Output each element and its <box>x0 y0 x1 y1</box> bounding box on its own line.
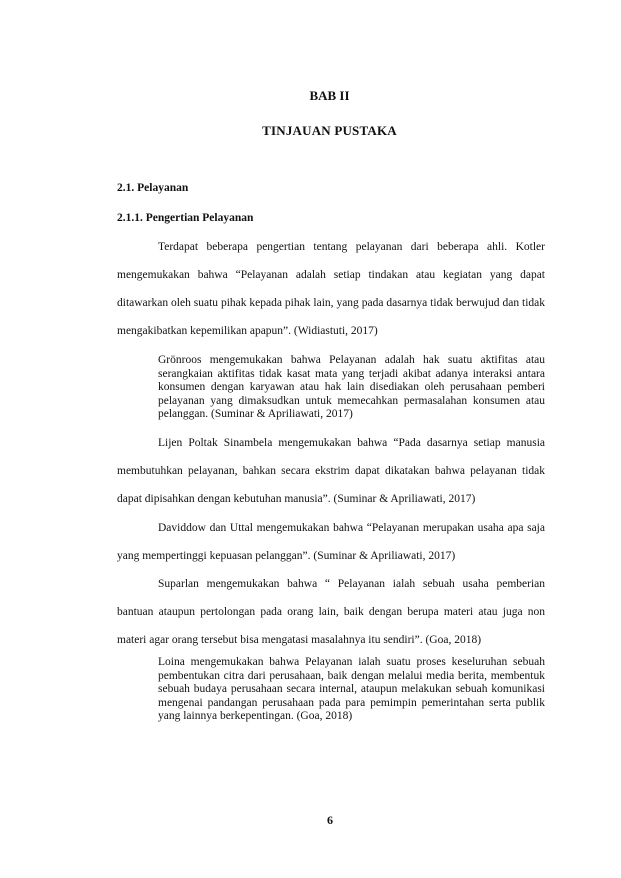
block-quote: Loina mengemukakan bahwa Pelayanan ialah suatu proses keseluruhan sebuah pembentukan citra dari perusahaan, baik dengan melalui media berita, membentuk sebuah budaya perusahaan secara internal, ataupun melakukan sebuah komunikasi mengenai pandangan perusahaan pada para pemimpin pemerintahan serta publik yang lainnya berkepentingan. (Goa, 2018) <box>158 656 545 722</box>
subsection-heading: 2.1.1. Pengertian Pelayanan <box>117 212 254 224</box>
paragraph: Suparlan mengemukakan bahwa “ Pelayanan ialah sebuah usaha pemberian bantuan ataupun pertolongan pada orang lain, baik dengan berupa materi atau juga non materi agar orang tersebut bisa mengatasi masalahnya itu sendiri”. (Goa, 2018) <box>117 578 545 646</box>
section-heading: 2.1. Pelayanan <box>117 182 189 194</box>
chapter-label: BAB II <box>309 88 350 103</box>
paragraph: Terdapat beberapa pengertian tentang pelayanan dari beberapa ahli. Kotler mengemukakan bahwa “Pelayanan adalah setiap tindakan atau kegiatan yang dapat ditawarkan oleh suatu pihak kepada pihak lain, yang pada dasarnya tidak berwujud dan tidak mengakibatkan kepemilikan apapun”. (Widiastuti, 2017) <box>117 241 545 337</box>
chapter-title: TINJAUAN PUSTAKA <box>262 123 397 138</box>
page-number: 6 <box>327 813 333 827</box>
block-quote: Grönroos mengemukakan bahwa Pelayanan adalah hak suatu aktifitas atau serangkaian aktifitas tidak kasat mata yang terjadi akibat adanya interaksi antara konsumen dengan karyawan atau hak lain disediakan oleh perusahaan pemberi pelayanan yang dimaksudkan untuk memecahkan permasalahan konsumen atau pelanggan. (Suminar & Apriliawati, 2017) <box>158 354 545 420</box>
paragraph: Daviddow dan Uttal mengemukakan bahwa “Pelayanan merupakan usaha apa saja yang mempertinggi kepuasan pelanggan”. (Suminar & Apriliawati, 2017) <box>117 522 545 562</box>
paragraph: Lijen Poltak Sinambela mengemukakan bahwa “Pada dasarnya setiap manusia membutuhkan pelayanan, bahkan secara ekstrim dapat dikatakan bahwa pelayanan tidak dapat dipisahkan dengan kebutuhan manusia”. (Suminar & Apriliawati, 2017) <box>117 437 545 505</box>
